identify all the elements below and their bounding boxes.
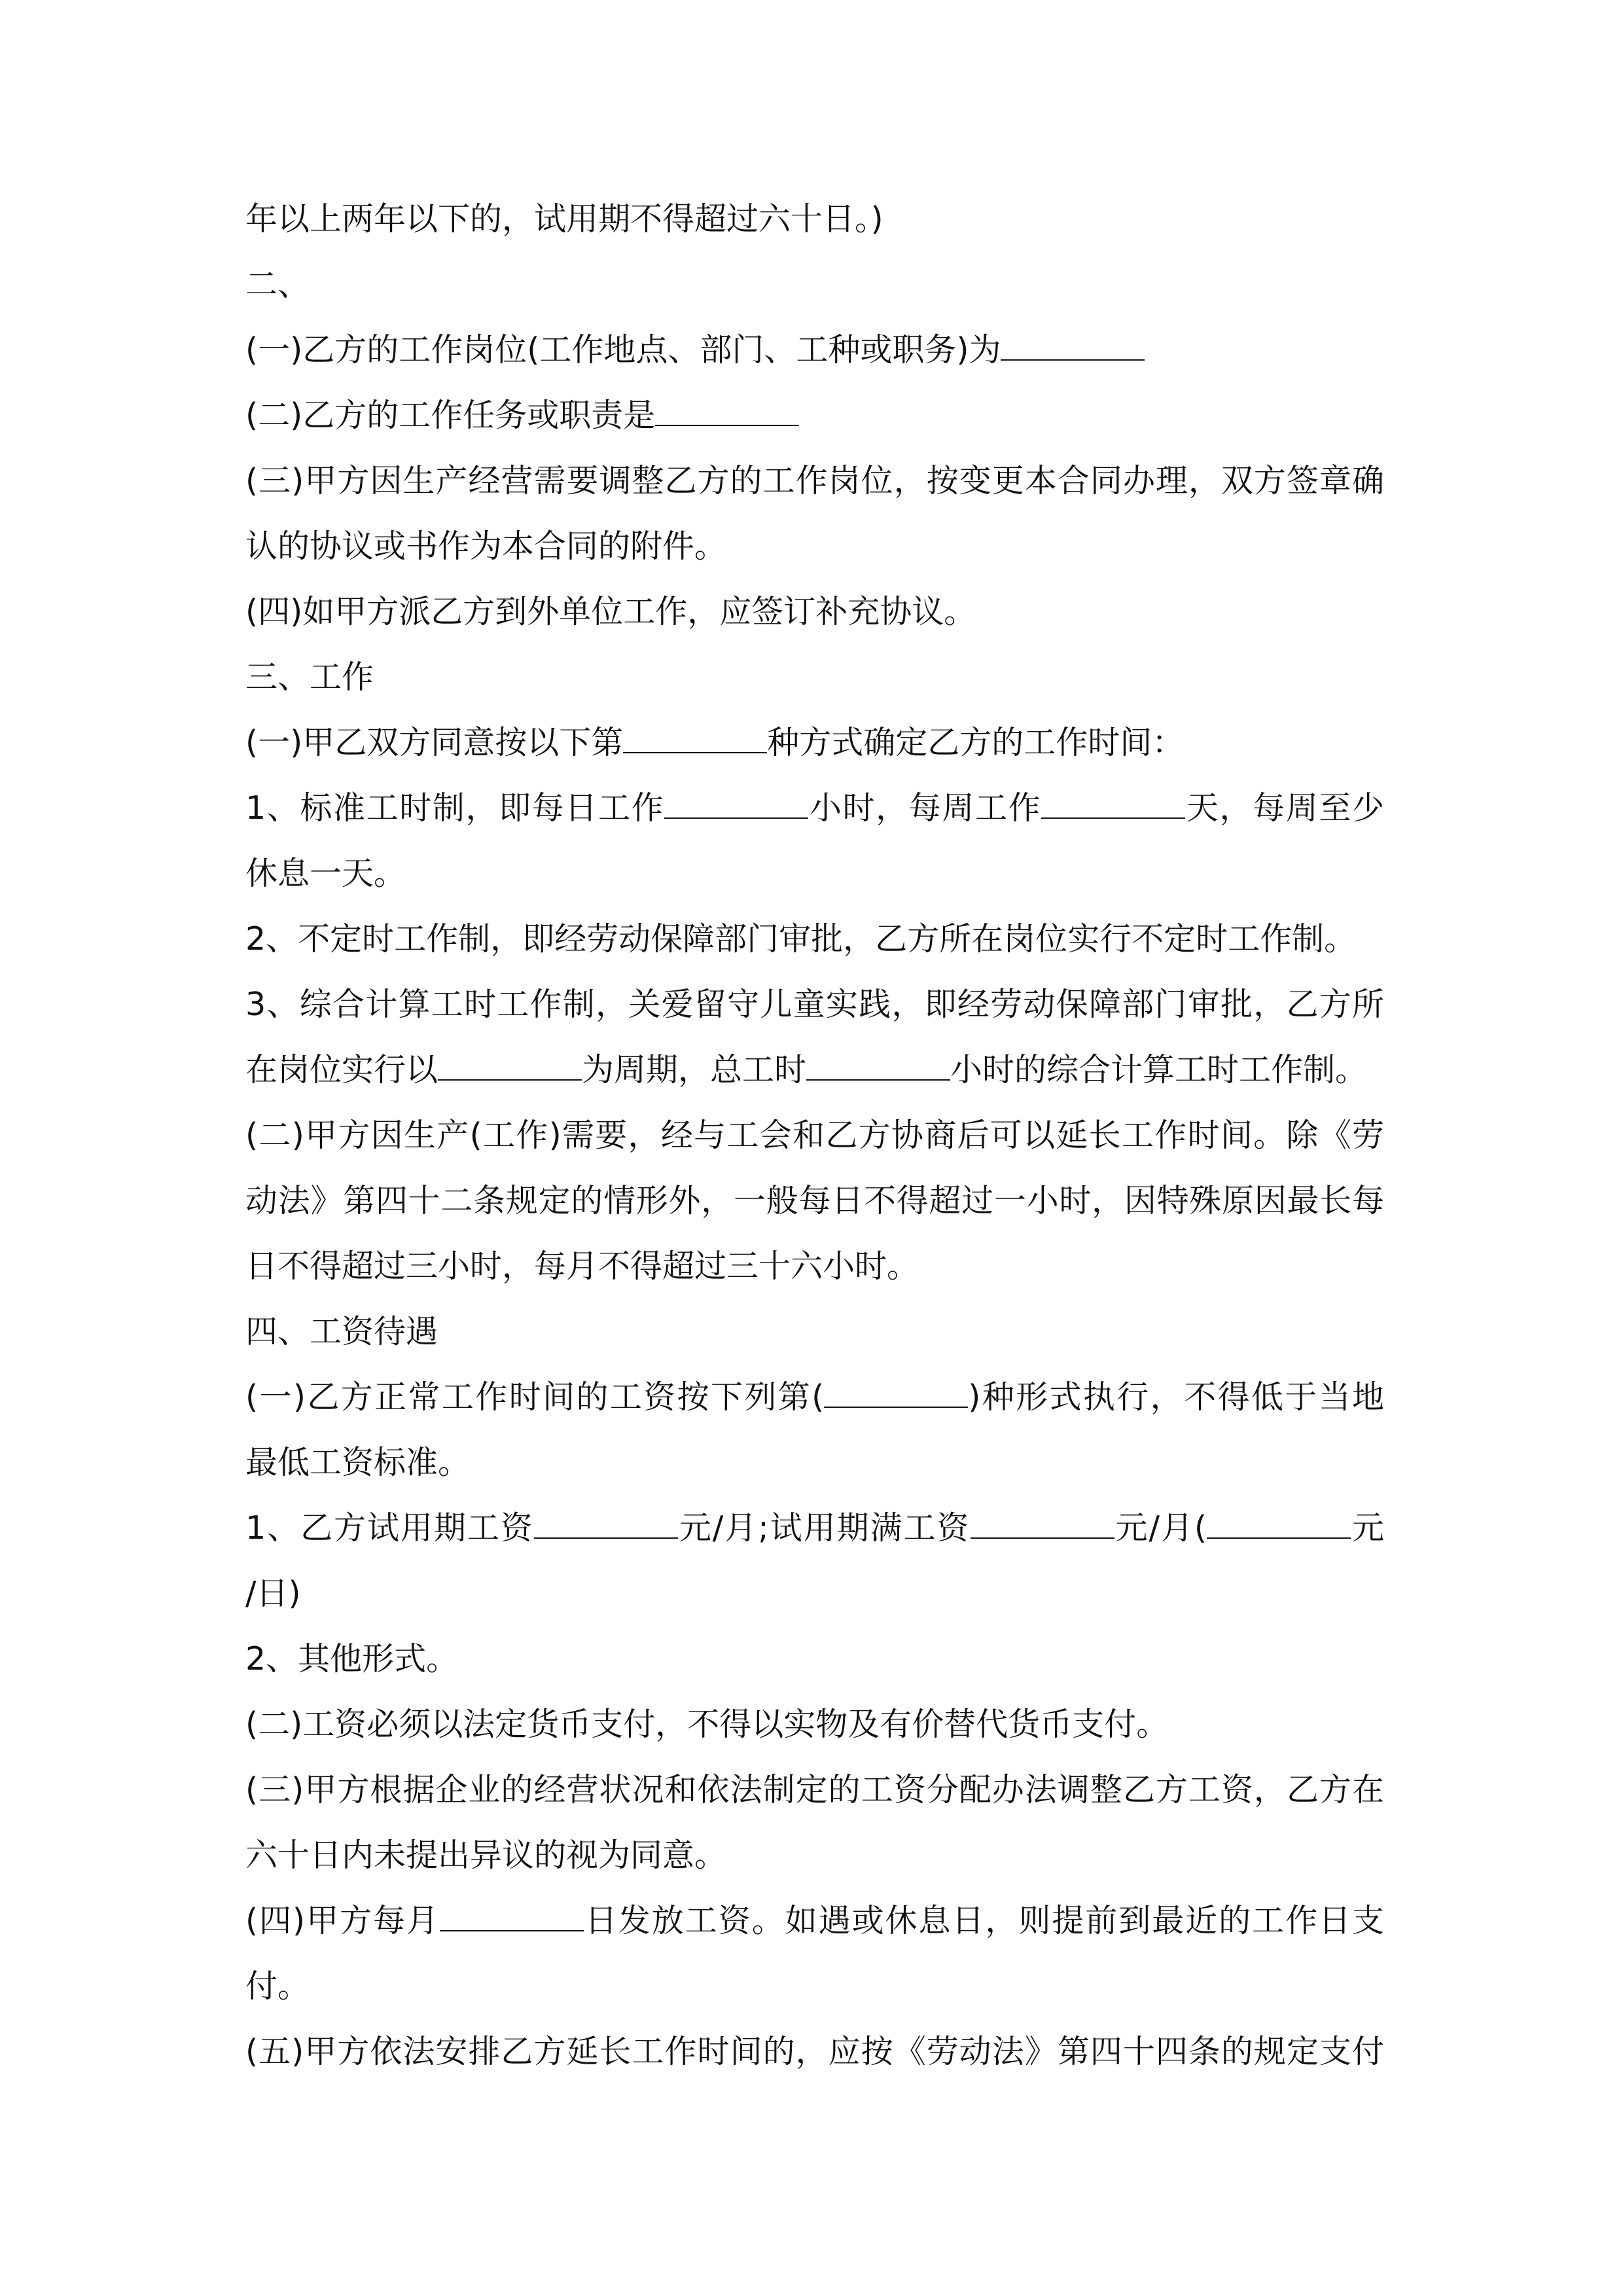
line-text: 3、综合计算工时工作制，关爱留守儿童实践，即经劳动保障部门审批，乙方所	[245, 986, 1384, 1023]
text-line	[245, 645, 1384, 710]
text-line	[245, 1430, 1384, 1496]
line-text: 2、其他形式。	[245, 1640, 459, 1677]
text-line	[245, 841, 1384, 906]
fill-in-blank[interactable]	[806, 1053, 950, 1081]
text-line	[245, 1823, 1384, 1888]
fill-in-blank[interactable]	[438, 1053, 582, 1081]
text-line	[245, 514, 1384, 579]
line-text: (三)甲方根据企业的经营状况和依法制定的工资分配办法调整乙方工资，乙方在	[245, 1771, 1384, 1808]
line-text: (四)如甲方派乙方到外单位工作，应签订补充协议。	[245, 593, 976, 630]
line-text: 最低工资标准。	[245, 1444, 471, 1481]
line-text: 六十日内未提出异议的视为同意。	[245, 1837, 727, 1874]
text-line	[245, 1561, 1384, 1626]
text-line	[245, 1103, 1384, 1168]
text-line	[245, 776, 1384, 841]
line-text: 日不得超过三小时，每月不得超过三十六小时。	[245, 1247, 919, 1285]
line-text: 元	[1351, 1509, 1384, 1547]
line-text: 四、工资待遇	[245, 1313, 438, 1350]
line-text: (二)甲方因生产(工作)需要，经与工会和乙方协商后可以延长工作时间。除《劳	[245, 1117, 1384, 1154]
fill-in-blank[interactable]	[1207, 1511, 1351, 1539]
line-text: (二)工资必须以法定货币支付，不得以实物及有价替代货币支付。	[245, 1706, 1169, 1743]
text-line	[245, 1496, 1384, 1561]
line-text: (二)乙方的工作任务或职责是	[245, 397, 656, 434]
text-line	[245, 710, 1384, 776]
line-text: 三、工作	[245, 658, 374, 696]
line-text: 在岗位实行以	[245, 1051, 438, 1088]
text-line	[245, 448, 1384, 514]
text-line	[245, 1626, 1384, 1692]
line-text: 二、	[245, 266, 310, 303]
fill-in-blank[interactable]	[971, 1511, 1115, 1539]
line-text: 天，每周至少	[1185, 789, 1384, 827]
fill-in-blank[interactable]	[534, 1511, 678, 1539]
line-text: 2、不定时工作制，即经劳动保障部门审批，乙方所在岗位实行不定时工作制。	[245, 920, 1357, 958]
line-text: 种方式确定乙方的工作时间：	[767, 724, 1185, 761]
text-line	[245, 1954, 1384, 2019]
text-line	[245, 1037, 1384, 1103]
text-line	[245, 1234, 1384, 1299]
text-line	[245, 252, 1384, 317]
line-text: (三)甲方因生产经营需要调整乙方的工作岗位，按变更本合同办理，双方签章确	[245, 462, 1384, 499]
text-line	[245, 317, 1384, 383]
text-line	[245, 383, 1384, 448]
line-text: (五)甲方依法安排乙方延长工作时间的，应按《劳动法》第四十四条的规定支付	[245, 2033, 1384, 2070]
line-text: (四)甲方每月	[245, 1902, 440, 1939]
fill-in-blank[interactable]	[440, 1904, 584, 1931]
line-text: 为周期，总工时	[582, 1051, 807, 1088]
text-line	[245, 1168, 1384, 1234]
text-line	[245, 2019, 1384, 2085]
line-text: 日发放工资。如遇或休息日，则提前到最近的工作日支	[583, 1902, 1384, 1939]
line-text: 小时，每周工作	[808, 789, 1042, 827]
fill-in-blank[interactable]	[1041, 791, 1185, 819]
fill-in-blank[interactable]	[824, 1380, 968, 1408]
line-text: )种形式执行，不得低于当地	[968, 1378, 1384, 1416]
line-text: 小时的综合计算工时工作制。	[950, 1051, 1368, 1088]
text-line	[245, 1888, 1384, 1954]
line-text: (一)甲乙双方同意按以下第	[245, 724, 624, 761]
line-text: (一)乙方正常工作时间的工资按下列第(	[245, 1378, 825, 1416]
fill-in-blank[interactable]	[664, 791, 808, 819]
fill-in-blank[interactable]	[1001, 333, 1145, 361]
text-line	[245, 579, 1384, 645]
fill-in-blank[interactable]	[655, 399, 799, 426]
text-line	[245, 906, 1384, 972]
text-line	[245, 1757, 1384, 1823]
line-text: 付。	[245, 1967, 310, 2005]
line-text: 元/月;试用期满工资	[677, 1509, 971, 1547]
text-line	[245, 1365, 1384, 1430]
line-text: 元/月(	[1114, 1509, 1207, 1547]
document-body	[245, 187, 1384, 2085]
fill-in-blank[interactable]	[623, 726, 767, 753]
text-line	[245, 187, 1384, 252]
line-text: (一)乙方的工作岗位(工作地点、部门、工种或职务)为	[245, 331, 1001, 368]
line-text: 1、标准工时制，即每日工作	[245, 789, 665, 827]
text-line	[245, 1299, 1384, 1365]
text-line	[245, 1692, 1384, 1757]
line-text: 认的协议或书作为本合同的附件。	[245, 528, 727, 565]
line-text: 休息一天。	[245, 855, 406, 892]
line-text: /日)	[245, 1575, 301, 1612]
text-line	[245, 972, 1384, 1037]
line-text: 1、乙方试用期工资	[245, 1509, 534, 1547]
line-text: 动法》第四十二条规定的情形外，一般每日不得超过一小时，因特殊原因最长每	[245, 1182, 1384, 1219]
line-text: 年以上两年以下的，试用期不得超过六十日。)	[245, 200, 883, 238]
